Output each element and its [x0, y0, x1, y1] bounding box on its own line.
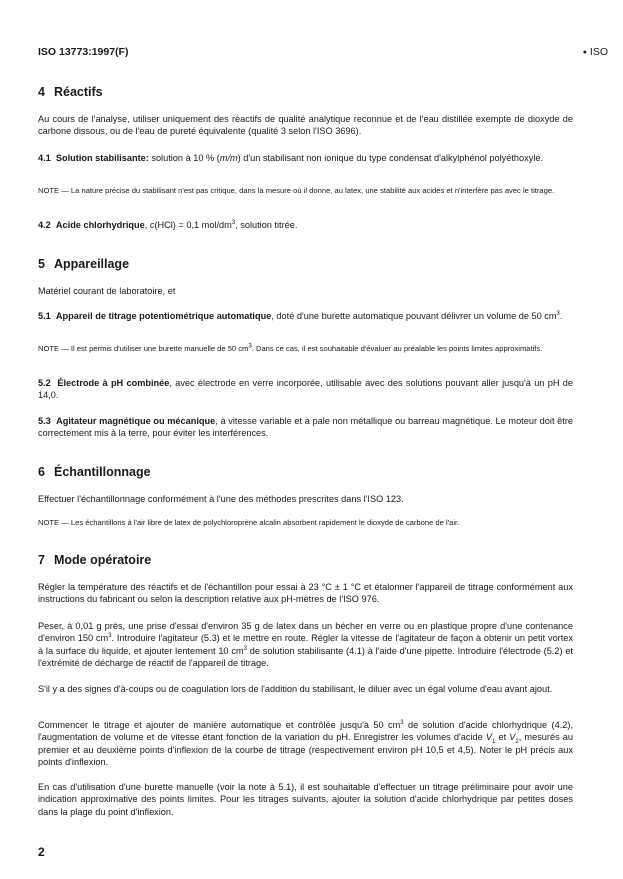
- clause-4-2: 4.2 Acide chlorhydrique, c(HCl) = 0,1 mol/$dm^3$, solution titrée.: [38, 219, 298, 230]
- section-5-heading: 5 Appareillage: [38, 257, 130, 271]
- note-6: NOTE — Les échantillons à l'air libre de latex de polychloroprène alcalin absorbent rapidement le dioxyde de carbone de l'air.: [38, 518, 460, 527]
- clause-5-3: 5.3 Agitateur magnétique ou mécanique, à vitesse variable et à pale non métallique ou barreau magnétique. Le moteur doit être correctement mis à la terre, pour éviter les interférences.: [38, 416, 573, 439]
- procedure-paragraph-3: S'il y a des signes d'à-coups ou de coagulation lors de l'addition du stabilisant, le diluer avec un égal volume d'eau avant ajout.: [38, 684, 553, 694]
- section-5-intro: Matériel courant de laboratoire, et: [38, 286, 176, 296]
- page-number: 2: [38, 845, 45, 859]
- section-4-intro: Au cours de l'analyse, utiliser uniquement des réactifs de qualité analytique reconnue et de l'eau distillée exempte de dioxyde de carbone dissous, ou de l'eau de pureté équivalente (qualité 3 selon l'ISO 3696).: [38, 114, 573, 137]
- section-6-intro: Effectuer l'échantillonnage conformément à l'une des méthodes prescrites dans l'ISO 123.: [38, 494, 404, 504]
- clause-5-1: 5.1 Appareil de titrage potentiométrique automatique, doté d'une burette automatique pouvant délivrer un volume de 50 $cm^3$.: [38, 310, 563, 321]
- procedure-paragraph-5: En cas d'utilisation d'une burette manuelle (voir la note à 5.1), il est souhaitable d'effectuer un titrage préliminaire pour avoir une indication approximative des points limites. Pour les titrages suivants, ajouter la solution d'acide chlorhydrique par petites doses dans la plage du point d'inflexion.: [38, 782, 573, 817]
- note-5-1: NOTE — Il est permis d'utiliser une burette manuelle de 50 $cm^3$. Dans ce cas, il est souhaitable d'évaluer au préalable les points limites approximatifs.: [38, 343, 543, 353]
- iso-logo: ● ISO: [582, 46, 608, 58]
- standard-reference: ISO 13773:1997(F): [38, 46, 129, 58]
- section-6-heading: 6 Échantillonnage: [38, 465, 151, 479]
- section-7-heading: 7 Mode opératoire: [38, 553, 152, 567]
- procedure-paragraph-4: Commencer le titrage et ajouter de manière automatique et contrôlée jusqu'à 50 $cm^3$ de solution d'acide chlorhydrique (4.2), l'augmentation de volume et de vitesse étant fonction de la variation du pH. Enregistrer les volumes d'acide $V_1$ et $V_2$, mesurés au premier et au deuxième points d'inflexion de la courbe de titrage (respectivement environ pH 10,5 et 4,5). Noter le pH précis aux points d'inflexion.: [38, 719, 574, 767]
- clause-4-1: 4.1 Solution stabilisante: solution à 10 % (m/m) d'un stabilisant non ionique du type condensat d'alkylphénol polyéthoxylé.: [38, 153, 544, 163]
- procedure-paragraph-1: Régler la température des réactifs et de l'échantillon pour essai à 23 °C ± 1 °C et étalonner l'appareil de titrage conformément aux instructions du fabricant ou selon la description relative aux pH-mètres de l'ISO 976.: [38, 582, 573, 605]
- section-4-heading: 4 Réactifs: [38, 85, 103, 99]
- clause-5-2: 5.2 Électrode à pH combinée, avec électrode en verre incorporée, utilisable avec des solutions pouvant aller jusqu'à un pH de 14,0.: [38, 378, 573, 401]
- iso-mark-icon: ●: [582, 49, 587, 56]
- procedure-paragraph-2: Peser, à 0,01 g près, une prise d'essai d'environ 35 g de latex dans un bécher en verre ou en plastique propre d'une contenance d'environ 150 $cm^3$. Introduire l'agitateur (5.3) et le mettre en route. Régler la vitesse de l'agitateur de façon à obtenir un petit vortex à la surface du liquide, et ajouter lentement 10 $cm^3$ de solution stabilisante (4.1) à l'aide d'une pipette. Introduire l'électrode (5.2) et l'extrémité de décharge de réactif de l'appareil de titrage.: [38, 621, 574, 668]
- note-4-1: NOTE — La nature précise du stabilisant n'est pas critique, dans la mesure où il donne, au latex, une stabilité aux acides et n'interfère pas avec le titrage.: [38, 186, 555, 195]
